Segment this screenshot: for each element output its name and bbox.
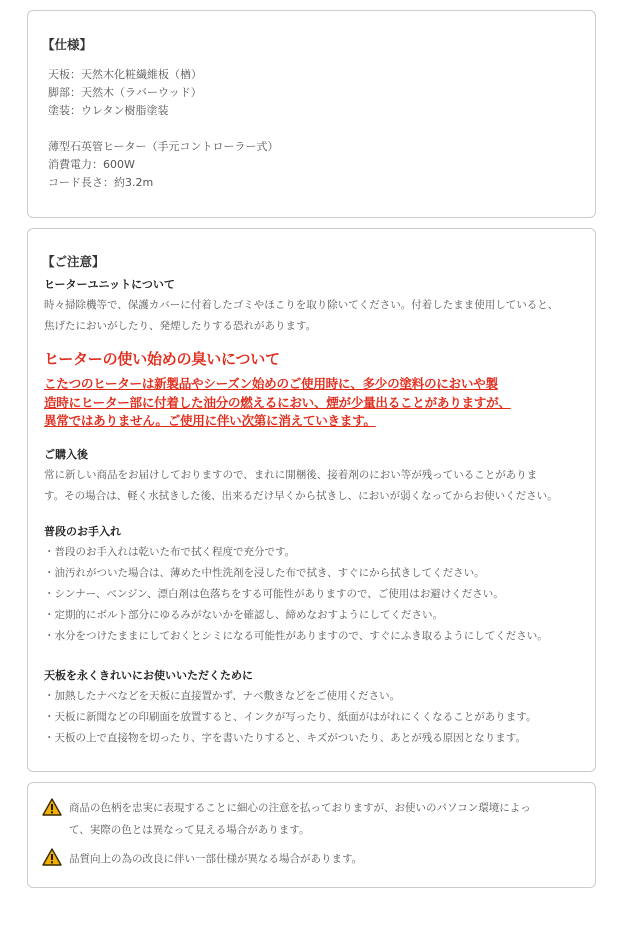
after-purchase-title: ご購入後 [44, 448, 88, 461]
odor-line: 異常ではありません。ご使用に伴い次第に消えていきます。 [44, 413, 376, 428]
care-title: 普段のお手入れ [44, 525, 121, 538]
spec-line: 脚部：天然木（ラバーウッド） [48, 86, 202, 99]
top-care-title: 天板を永くきれいにお使いいただくために [44, 669, 253, 682]
spec-line: 塗装：ウレタン樹脂塗装 [48, 104, 169, 117]
odor-line: こたつのヒーターは新製品やシーズン始めのご使用時に、多少の塗料のにおいや製 [44, 376, 498, 391]
warning-triangle-icon [42, 848, 62, 866]
heater-unit-line: 時々掃除機等で、保護カバーに付着したゴミやほこりを取り除いてください。付着したまま使用していると、 [44, 299, 559, 311]
care-line: ・シンナー、ベンジン、漂白剤は色落ちをする可能性がありますので、ご使用はお避けください。 [44, 588, 504, 600]
care-line: ・普段のお手入れは乾いた布で拭く程度で充分です。 [44, 546, 296, 558]
notice-section [27, 782, 596, 888]
spec-heading: 【仕様】 [42, 37, 93, 52]
top-care-line: ・天板に新聞などの印刷面を放置すると、インクが写ったり、紙面がはがれにくくなることがあります。 [44, 711, 537, 723]
heater-unit-line: 焦げたにおいがしたり、発煙したりする恐れがあります。 [44, 320, 317, 332]
care-line: ・水分をつけたままにしておくとシミになる可能性がありますので、すぐにふき取るようにしてください。 [44, 630, 548, 642]
care-line: ・油汚れがついた場合は、薄めた中性洗剤を浸した布で拭き、すぐにから拭きしてください。 [44, 567, 485, 579]
notice-line: て、実際の色とは異なって見える場合があります。 [69, 824, 310, 836]
notice-line: 商品の色柄を忠実に表現することに細心の注意を払っておりますが、お使いのパソコン環境によっ [69, 802, 531, 814]
odor-line: 造時にヒーター部に付着した油分の燃えるにおい、煙が少量出ることがありますが、 [44, 395, 511, 410]
odor-title: ヒーターの使い始めの臭いについて [44, 350, 280, 368]
spec-line: コード長さ：約3.2m [48, 176, 154, 189]
care-line: ・定期的にボルト部分にゆるみがないかを確認し、締めなおすようにしてください。 [44, 609, 443, 621]
spec-line: 消費電力：600W [48, 158, 135, 171]
spec-line: 天板：天然木化粧繊維板（楢） [48, 68, 202, 81]
caution-heading: 【ご注意】 [42, 254, 105, 269]
caution-section [27, 228, 596, 772]
warning-triangle-icon [42, 798, 62, 816]
after-purchase-line: 常に新しい商品をお届けしておりますので、まれに開梱後、接着剤のにおい等が残っていることがありま [44, 469, 538, 481]
top-care-line: ・加熱したナベなどを天板に直接置かず、ナベ敷きなどをご使用ください。 [44, 690, 401, 702]
after-purchase-line: す。その場合は、軽く水拭きした後、出来るだけ早くから拭きし、においが弱くなってからお使いください。 [44, 490, 558, 502]
spec-section [27, 10, 596, 218]
spec-line: 薄型石英管ヒーター（手元コントローラー式） [48, 140, 279, 153]
heater-unit-title: ヒーターユニットについて [44, 278, 175, 291]
notice-line: 品質向上の為の改良に伴い一部仕様が異なる場合があります。 [69, 853, 363, 865]
top-care-line: ・天板の上で直接物を切ったり、字を書いたりすると、キズがついたり、あとが残る原因となります。 [44, 732, 526, 744]
